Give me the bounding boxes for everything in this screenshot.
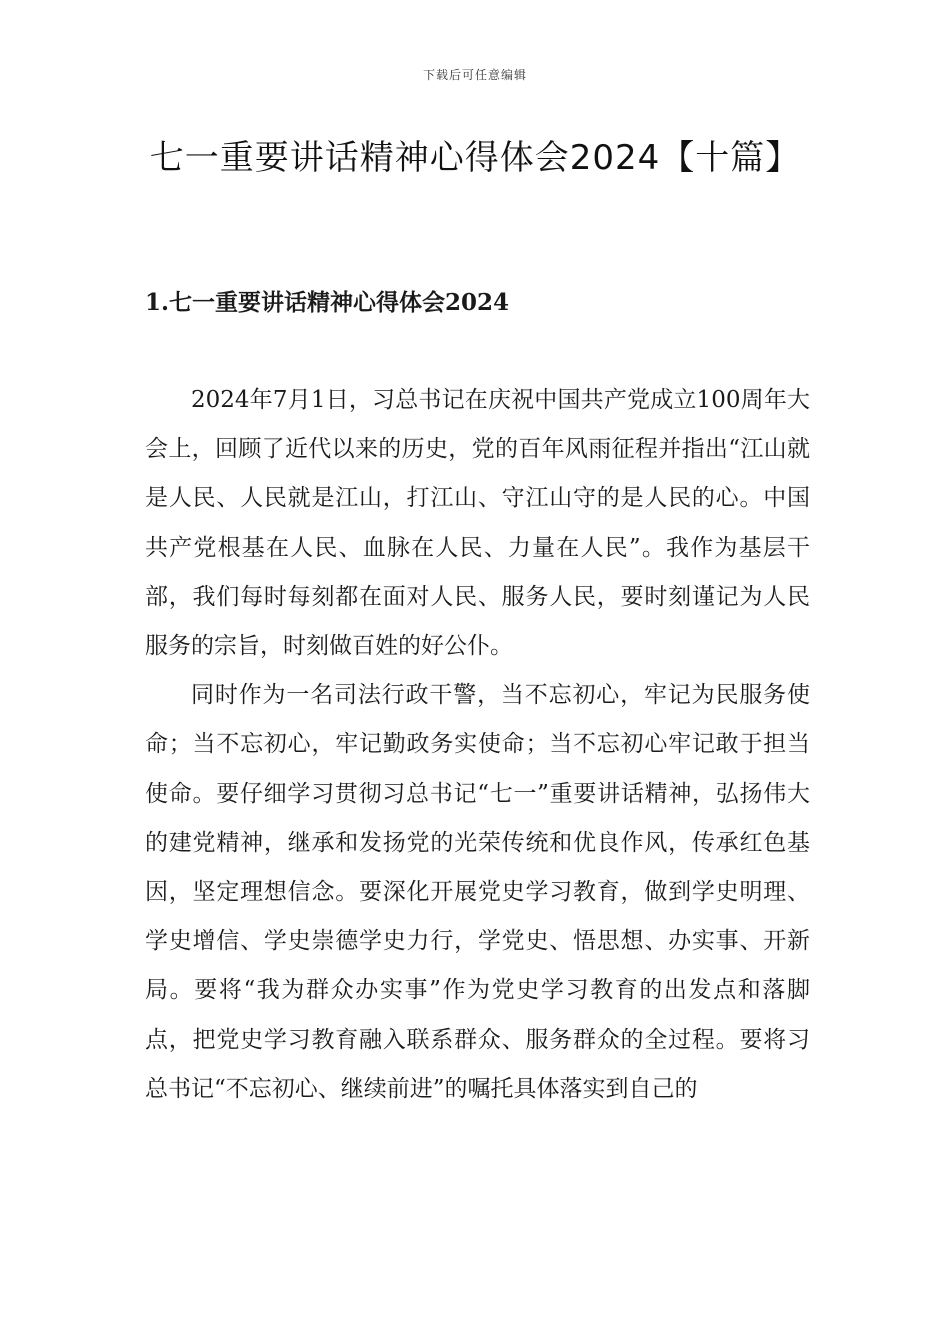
section-heading: 1.七一重要讲话精神心得体会2024: [145, 289, 510, 316]
header-note: 下载后可任意编辑: [422, 68, 527, 82]
paragraph: 同时作为一名司法行政干警，当不忘初心，牢记为民服务使命；当不忘初心，牢记勤政务实使命；当不忘初心牢记敢于担当使命。要仔细学习贯彻习总书记“七一”重要讲话精神，弘扬伟大的建党精神，继承和发扬党的光荣传统和优良作风，传承红色基因，坚定理想信念。要深化开展党史学习教育，做到学史明理、学史增信、学史崇德学史力行，学党史、悟思想、办实事、开新局。要将“我为群众办实事”作为党史学习教育的出发点和落脚点，把党史学习教育融入联系群众、服务群众的全过程。要将习总书记“不忘初心、继续前进”的嘱托具体落实到自己的: [145, 682, 810, 1102]
document-title: 七一重要讲话精神心得体会2024【十篇】: [149, 138, 801, 178]
paragraph: 2024年7月1日，习总书记在庆祝中国共产党成立100周年大会上，回顾了近代以来的历史，党的百年风雨征程并指出“江山就是人民、人民就是江山，打江山、守江山守的是人民的心。中国共产党根基在人民、血脉在人民、力量在人民”。我作为基层干部，我们每时每刻都在面对人民、服务人民，要时刻谨记为人民服务的宗旨，时刻做百姓的好公仆。: [145, 387, 810, 660]
body-text: [145, 376, 810, 1114]
